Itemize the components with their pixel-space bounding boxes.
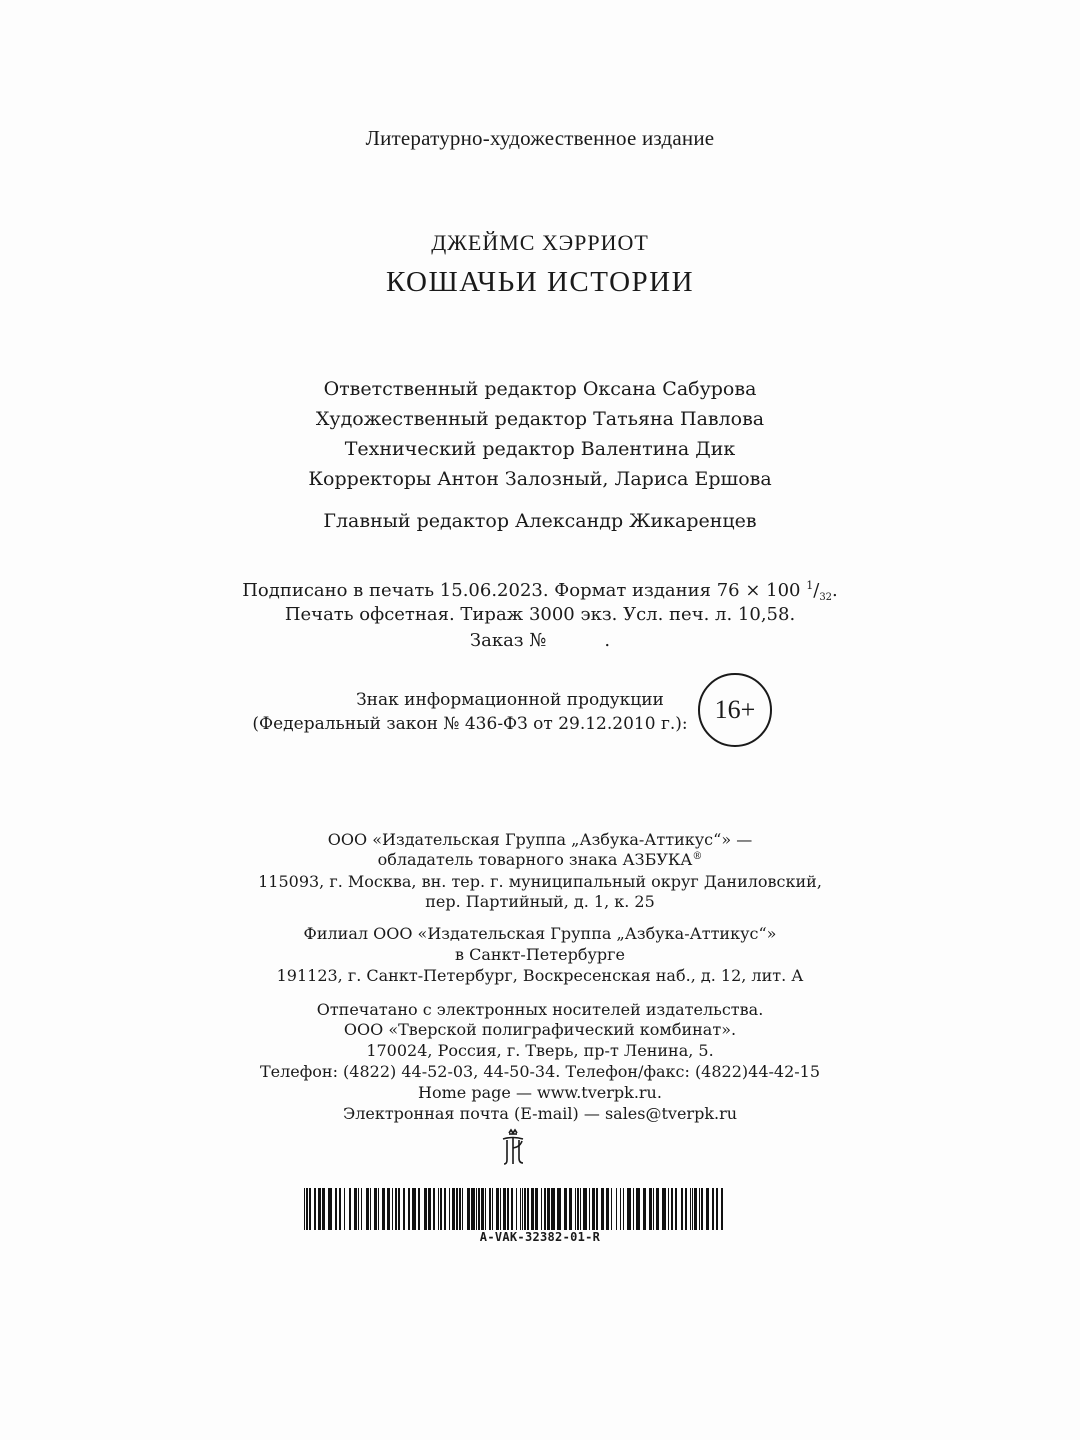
barcode-bar <box>656 1188 659 1230</box>
barcode-bar <box>322 1188 325 1230</box>
barcode-bar <box>403 1188 405 1230</box>
barcode-bar <box>392 1188 393 1230</box>
barcode-bar <box>456 1188 458 1230</box>
barcode-number: A-VAK-32382-01-R <box>479 1230 601 1244</box>
barcode-bar <box>503 1188 506 1230</box>
book-author: ДЖЕЙМС ХЭРРИОТ <box>431 230 649 255</box>
barcode-bar <box>681 1188 683 1230</box>
publisher-line-2 <box>0 852 1080 868</box>
barcode-bar <box>522 1188 523 1230</box>
barcode-bar <box>440 1188 442 1230</box>
barcode-bar <box>335 1188 337 1230</box>
barcode-bar <box>541 1188 542 1230</box>
barcode-bar <box>623 1188 624 1230</box>
barcode-bar <box>476 1188 477 1230</box>
barcode-bar <box>577 1188 579 1230</box>
barcode-bar <box>692 1188 693 1230</box>
order-number-line <box>0 632 1080 650</box>
barcode-bar <box>524 1188 526 1230</box>
barcode-bar <box>580 1188 581 1230</box>
barcode-bar <box>627 1188 631 1230</box>
barcode-bar <box>354 1188 357 1230</box>
barcode-bar <box>569 1188 572 1230</box>
barcode-bar <box>583 1188 587 1230</box>
barcode-bar <box>387 1188 390 1230</box>
barcode-bar <box>408 1188 410 1230</box>
barcode-bar <box>611 1188 612 1230</box>
format-fraction-numerator: 1 <box>806 579 814 592</box>
barcode-bar <box>485 1188 486 1230</box>
barcode-bar <box>309 1188 311 1230</box>
chief-editor: Главный редактор Александр Жикаренцев <box>323 510 757 532</box>
barcode-bar <box>596 1188 598 1230</box>
printer-homepage: Home page — www.tverpk.ru. <box>418 1083 662 1102</box>
genre-label: Литературно-художественное издание <box>365 126 715 150</box>
barcode-bar <box>428 1188 431 1230</box>
barcode-bar <box>489 1188 491 1230</box>
barcode-bar <box>668 1188 669 1230</box>
barcode-bar <box>412 1188 416 1230</box>
art-editor: Художественный редактор Татьяна Павлова <box>315 408 765 430</box>
barcode-bar <box>459 1188 461 1230</box>
printer-name: ООО «Тверской полиграфический комбинат». <box>343 1020 737 1039</box>
barcode-bar <box>374 1188 377 1230</box>
print-details-line-1: Подписано в печать 15.06.2023. Формат издания 76 × 100 $^1/_{32}$. <box>242 579 838 603</box>
barcode-bar <box>564 1188 567 1230</box>
barcode-bar <box>467 1188 470 1230</box>
barcode-bar <box>398 1188 400 1230</box>
trademark-holder: обладатель товарного знака АЗБУКА <box>377 850 693 869</box>
barcode-bar <box>557 1188 561 1230</box>
barcode-bar <box>444 1188 446 1230</box>
barcode-bar <box>438 1188 439 1230</box>
publisher-line-1: ООО «Издательская Группа „Азбука-Аттикус“» — <box>327 830 753 849</box>
barcode-bar <box>701 1188 703 1230</box>
barcode-bar <box>520 1188 521 1230</box>
barcode-bar <box>606 1188 609 1230</box>
barcode-bar <box>620 1188 621 1230</box>
barcode-bar <box>449 1188 450 1230</box>
printer-line-1: Отпечатано с электронных носителей издательства. <box>316 1000 764 1019</box>
barcode-bar <box>318 1188 321 1230</box>
barcode-bar <box>462 1188 463 1230</box>
barcode-bar <box>653 1188 654 1230</box>
barcode-bar <box>433 1188 435 1230</box>
barcode-bar <box>481 1188 484 1230</box>
barcode-bar <box>314 1188 316 1230</box>
barcode-bar <box>662 1188 666 1230</box>
barcode-bar <box>547 1188 550 1230</box>
barcode-bar <box>706 1188 709 1230</box>
barcode-bar <box>544 1188 546 1230</box>
barcode-bar <box>636 1188 640 1230</box>
barcode-bar <box>306 1188 308 1230</box>
tpk-monogram-icon <box>498 1128 528 1168</box>
barcode-bar <box>382 1188 385 1230</box>
barcode-bar <box>616 1188 617 1230</box>
barcode-bar <box>496 1188 499 1230</box>
barcode-bar <box>675 1188 677 1230</box>
barcode-bar <box>690 1188 691 1230</box>
technical-editor: Технический редактор Валентина Дик <box>344 438 736 460</box>
print-signed-text: Подписано в печать 15.06.2023. Формат издания 76 × 100 <box>242 580 807 601</box>
barcode-bar <box>516 1188 517 1230</box>
print-details-line-2: Печать офсетная. Тираж 3000 экз. Усл. печ. л. 10,58. <box>284 604 796 625</box>
barcode-bar <box>424 1188 427 1230</box>
barcode-bar <box>716 1188 718 1230</box>
barcode-bar <box>601 1188 604 1230</box>
registered-mark: ® <box>692 851 703 862</box>
barcode-bar <box>492 1188 493 1230</box>
barcode-bar <box>589 1188 590 1230</box>
proofreaders: Корректоры Антон Залозный, Лариса Ершова <box>308 468 772 490</box>
barcode-bar <box>531 1188 534 1230</box>
barcode-bar <box>304 1188 305 1230</box>
barcode-bar <box>633 1188 634 1230</box>
barcode-bar <box>358 1188 359 1230</box>
publisher-address-2: пер. Партийный, д. 1, к. 25 <box>425 892 655 911</box>
barcode-bar <box>507 1188 509 1230</box>
barcode-bar <box>643 1188 646 1230</box>
age-rating-law: (Федеральный закон № 436-ФЗ от 29.12.2010 г.): <box>252 714 688 734</box>
barcode-bar <box>671 1188 673 1230</box>
barcode-bar <box>535 1188 538 1230</box>
barcode-bar <box>694 1188 697 1230</box>
barcode-bar <box>361 1188 362 1230</box>
barcode-bar <box>349 1188 351 1230</box>
format-fraction-denominator: 32 <box>819 592 833 603</box>
barcode-bar <box>500 1188 501 1230</box>
order-line-end: . <box>604 630 611 651</box>
barcode-bar <box>471 1188 475 1230</box>
barcode-bar <box>395 1188 397 1230</box>
branch-line-1: Филиал ООО «Издательская Группа „Азбука-Аттикус“» <box>303 924 777 943</box>
barcode-bar <box>551 1188 555 1230</box>
book-title: КОШАЧЬИ ИСТОРИИ <box>385 266 695 298</box>
barcode-bar <box>527 1188 529 1230</box>
age-rating-label: Знак информационной продукции <box>356 690 664 710</box>
barcode-bar <box>378 1188 379 1230</box>
barcode-bar <box>685 1188 687 1230</box>
printer-address: 170024, Россия, г. Тверь, пр-т Ленина, 5. <box>366 1041 714 1060</box>
order-label: Заказ № <box>469 630 547 651</box>
barcode-icon <box>304 1188 724 1230</box>
barcode-bar <box>366 1188 369 1230</box>
barcode-bar <box>511 1188 513 1230</box>
barcode-bar <box>592 1188 595 1230</box>
branch-address: 191123, г. Санкт-Петербург, Воскресенская наб., д. 12, лит. А <box>276 966 804 985</box>
barcode-bar <box>575 1188 576 1230</box>
barcode-bar <box>649 1188 652 1230</box>
branch-line-2: в Санкт-Петербурге <box>455 945 625 964</box>
publisher-address-1: 115093, г. Москва, вн. тер. г. муниципальный округ Даниловский, <box>258 872 822 891</box>
barcode-bar <box>478 1188 480 1230</box>
barcode-bar <box>699 1188 700 1230</box>
barcode-bar <box>721 1188 723 1230</box>
responsible-editor: Ответственный редактор Оксана Сабурова <box>323 378 757 400</box>
barcode-bar <box>418 1188 420 1230</box>
age-rating-badge: 16+ <box>698 673 772 747</box>
barcode-bar <box>339 1188 341 1230</box>
barcode-bar <box>344 1188 345 1230</box>
barcode-bar <box>712 1188 714 1230</box>
barcode-bar <box>452 1188 455 1230</box>
printer-phones: Телефон: (4822) 44-52-03, 44-50-34. Телефон/факс: (4822)44-42-15 <box>259 1062 821 1081</box>
print-line-1-end: . <box>832 580 838 601</box>
barcode-bar <box>328 1188 332 1230</box>
printer-email: Электронная почта (E-mail) — sales@tverpk.ru <box>342 1104 738 1123</box>
barcode-bar <box>370 1188 371 1230</box>
